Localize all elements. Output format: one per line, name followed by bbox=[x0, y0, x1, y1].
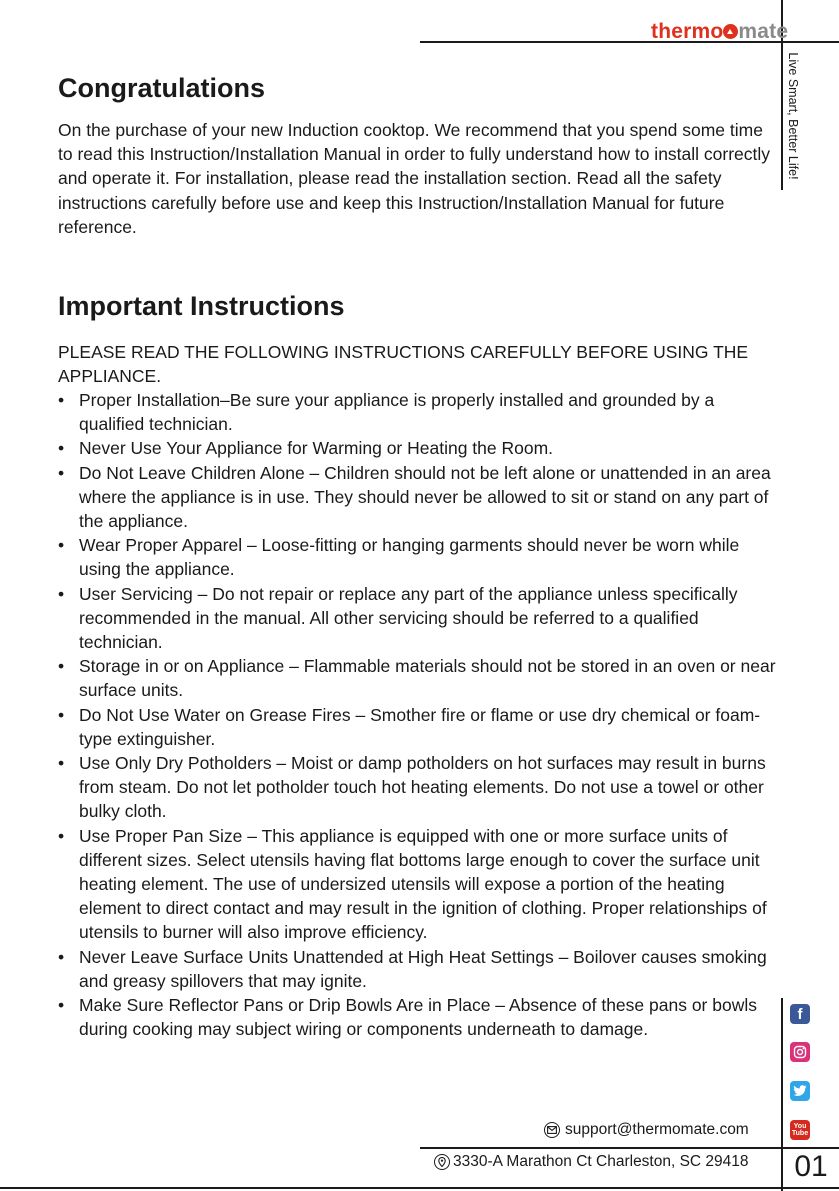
footer-rule bbox=[420, 1147, 839, 1149]
logo-mark-icon bbox=[723, 24, 738, 39]
bullet-icon: • bbox=[58, 390, 65, 410]
list-item bbox=[58, 436, 778, 460]
list-item-text: Proper Installation–Be sure your appliance is properly installed and grounded by a qualified technician. bbox=[79, 390, 715, 435]
list-item-text: Never Use Your Appliance for Warming or Heating the Room. bbox=[79, 438, 554, 459]
facebook-icon[interactable]: f bbox=[790, 1004, 810, 1024]
list-item bbox=[58, 388, 778, 436]
bullet-icon: • bbox=[58, 535, 65, 556]
bullet-icon: • bbox=[58, 825, 65, 846]
bullet-icon: • bbox=[58, 753, 65, 774]
page-bottom-rule bbox=[0, 1187, 839, 1189]
list-item-text: User Servicing – Do not repair or replace any part of the appliance unless specifically recommended in the manual. All other servicing should be referred to a qualified technician. bbox=[79, 583, 738, 653]
company-address-text: 3330-A Marathon Ct Charleston, SC 29418 bbox=[453, 1153, 749, 1170]
congratulations-heading: Congratulations bbox=[58, 73, 265, 103]
youtube-label-bottom: Tube bbox=[791, 1130, 809, 1137]
twitter-icon[interactable] bbox=[790, 1081, 810, 1101]
list-item-text: Use Proper Pan Size – This appliance is equipped with one or more surface units of different sizes. Select utensils having flat bottoms large enough to cover the surface unit heating element. The use of undersized utensils will expose a portion of the heating element to direct contact and may result in the ignition of clothing. Proper relationships of utensils to burner will also improve efficiency. bbox=[79, 825, 767, 943]
list-item-text: Never Leave Surface Units Unattended at High Heat Settings – Boilover causes smoking and greasy spillovers that may ignite. bbox=[79, 946, 767, 991]
list-item-text: Storage in or on Appliance – Flammable materials should not be stored in an oven or near surface units. bbox=[79, 656, 776, 701]
bullet-icon: • bbox=[58, 438, 65, 459]
list-item bbox=[58, 824, 778, 945]
list-item bbox=[58, 533, 778, 581]
important-instructions-heading: Important Instructions bbox=[58, 291, 345, 321]
instructions-list bbox=[58, 388, 778, 1041]
congratulations-paragraph: On the purchase of your new Induction cooktop. We recommend that you spend some time to read this Instruction/Installation Manual in order to fully understand how to install correctly and operate it. For installation, please read the installation section. Read all the safety instructions carefully before use and keep this Instruction/Installation Manual for future reference. bbox=[58, 120, 771, 237]
read-instructions-notice: PLEASE READ THE FOLLOWING INSTRUCTIONS CAREFULLY BEFORE USING THE APPLIANCE. bbox=[58, 342, 749, 387]
bullet-icon: • bbox=[58, 946, 65, 967]
list-item-text: Do Not Use Water on Grease Fires – Smother fire or flame or use dry chemical or foam-type extinguisher. bbox=[79, 704, 761, 749]
bullet-icon: • bbox=[58, 704, 65, 725]
youtube-icon[interactable] bbox=[790, 1120, 810, 1140]
list-item bbox=[58, 582, 778, 655]
page-number: 01 bbox=[794, 1150, 828, 1183]
list-item bbox=[58, 751, 778, 824]
list-item-text: Wear Proper Apparel – Loose-fitting or hanging garments should never be worn while using the appliance. bbox=[79, 535, 740, 580]
list-item-text: Do Not Leave Children Alone – Children should not be left alone or unattended in an area where the appliance is in use. They should never be allowed to sit or stand on any part of the appliance. bbox=[79, 462, 771, 532]
list-item bbox=[58, 945, 778, 993]
list-item bbox=[58, 993, 778, 1041]
logo-text-mate: mate bbox=[738, 20, 789, 43]
bullet-icon: • bbox=[58, 656, 65, 677]
mail-icon bbox=[544, 1122, 560, 1138]
location-pin-icon bbox=[434, 1154, 450, 1170]
support-email[interactable] bbox=[544, 1121, 749, 1139]
list-item bbox=[58, 703, 778, 751]
logo-text-thermo: thermo bbox=[651, 20, 724, 43]
list-item bbox=[58, 461, 778, 534]
instagram-icon[interactable] bbox=[790, 1042, 810, 1062]
bullet-icon: • bbox=[58, 995, 65, 1016]
list-item-text: Use Only Dry Potholders – Moist or damp potholders on hot surfaces may result in burns from steam. Do not let potholder touch hot heating elements. Do not use a towel or other bulky cloth. bbox=[79, 753, 766, 822]
list-item bbox=[58, 654, 778, 702]
bullet-icon: • bbox=[58, 583, 65, 604]
side-rule-bottom bbox=[781, 998, 783, 1191]
company-address bbox=[434, 1153, 749, 1171]
thermomate-logo bbox=[651, 20, 788, 44]
list-item-text: Make Sure Reflector Pans or Drip Bowls Are in Place – Absence of these pans or bowls during cooking may subject wiring or components underneath to damage. bbox=[79, 995, 757, 1040]
brand-tagline: Live Smart, Better Life! bbox=[786, 52, 800, 180]
support-email-text: support@thermomate.com bbox=[565, 1121, 749, 1138]
youtube-label-top: You bbox=[793, 1123, 807, 1130]
bullet-icon: • bbox=[58, 462, 65, 483]
